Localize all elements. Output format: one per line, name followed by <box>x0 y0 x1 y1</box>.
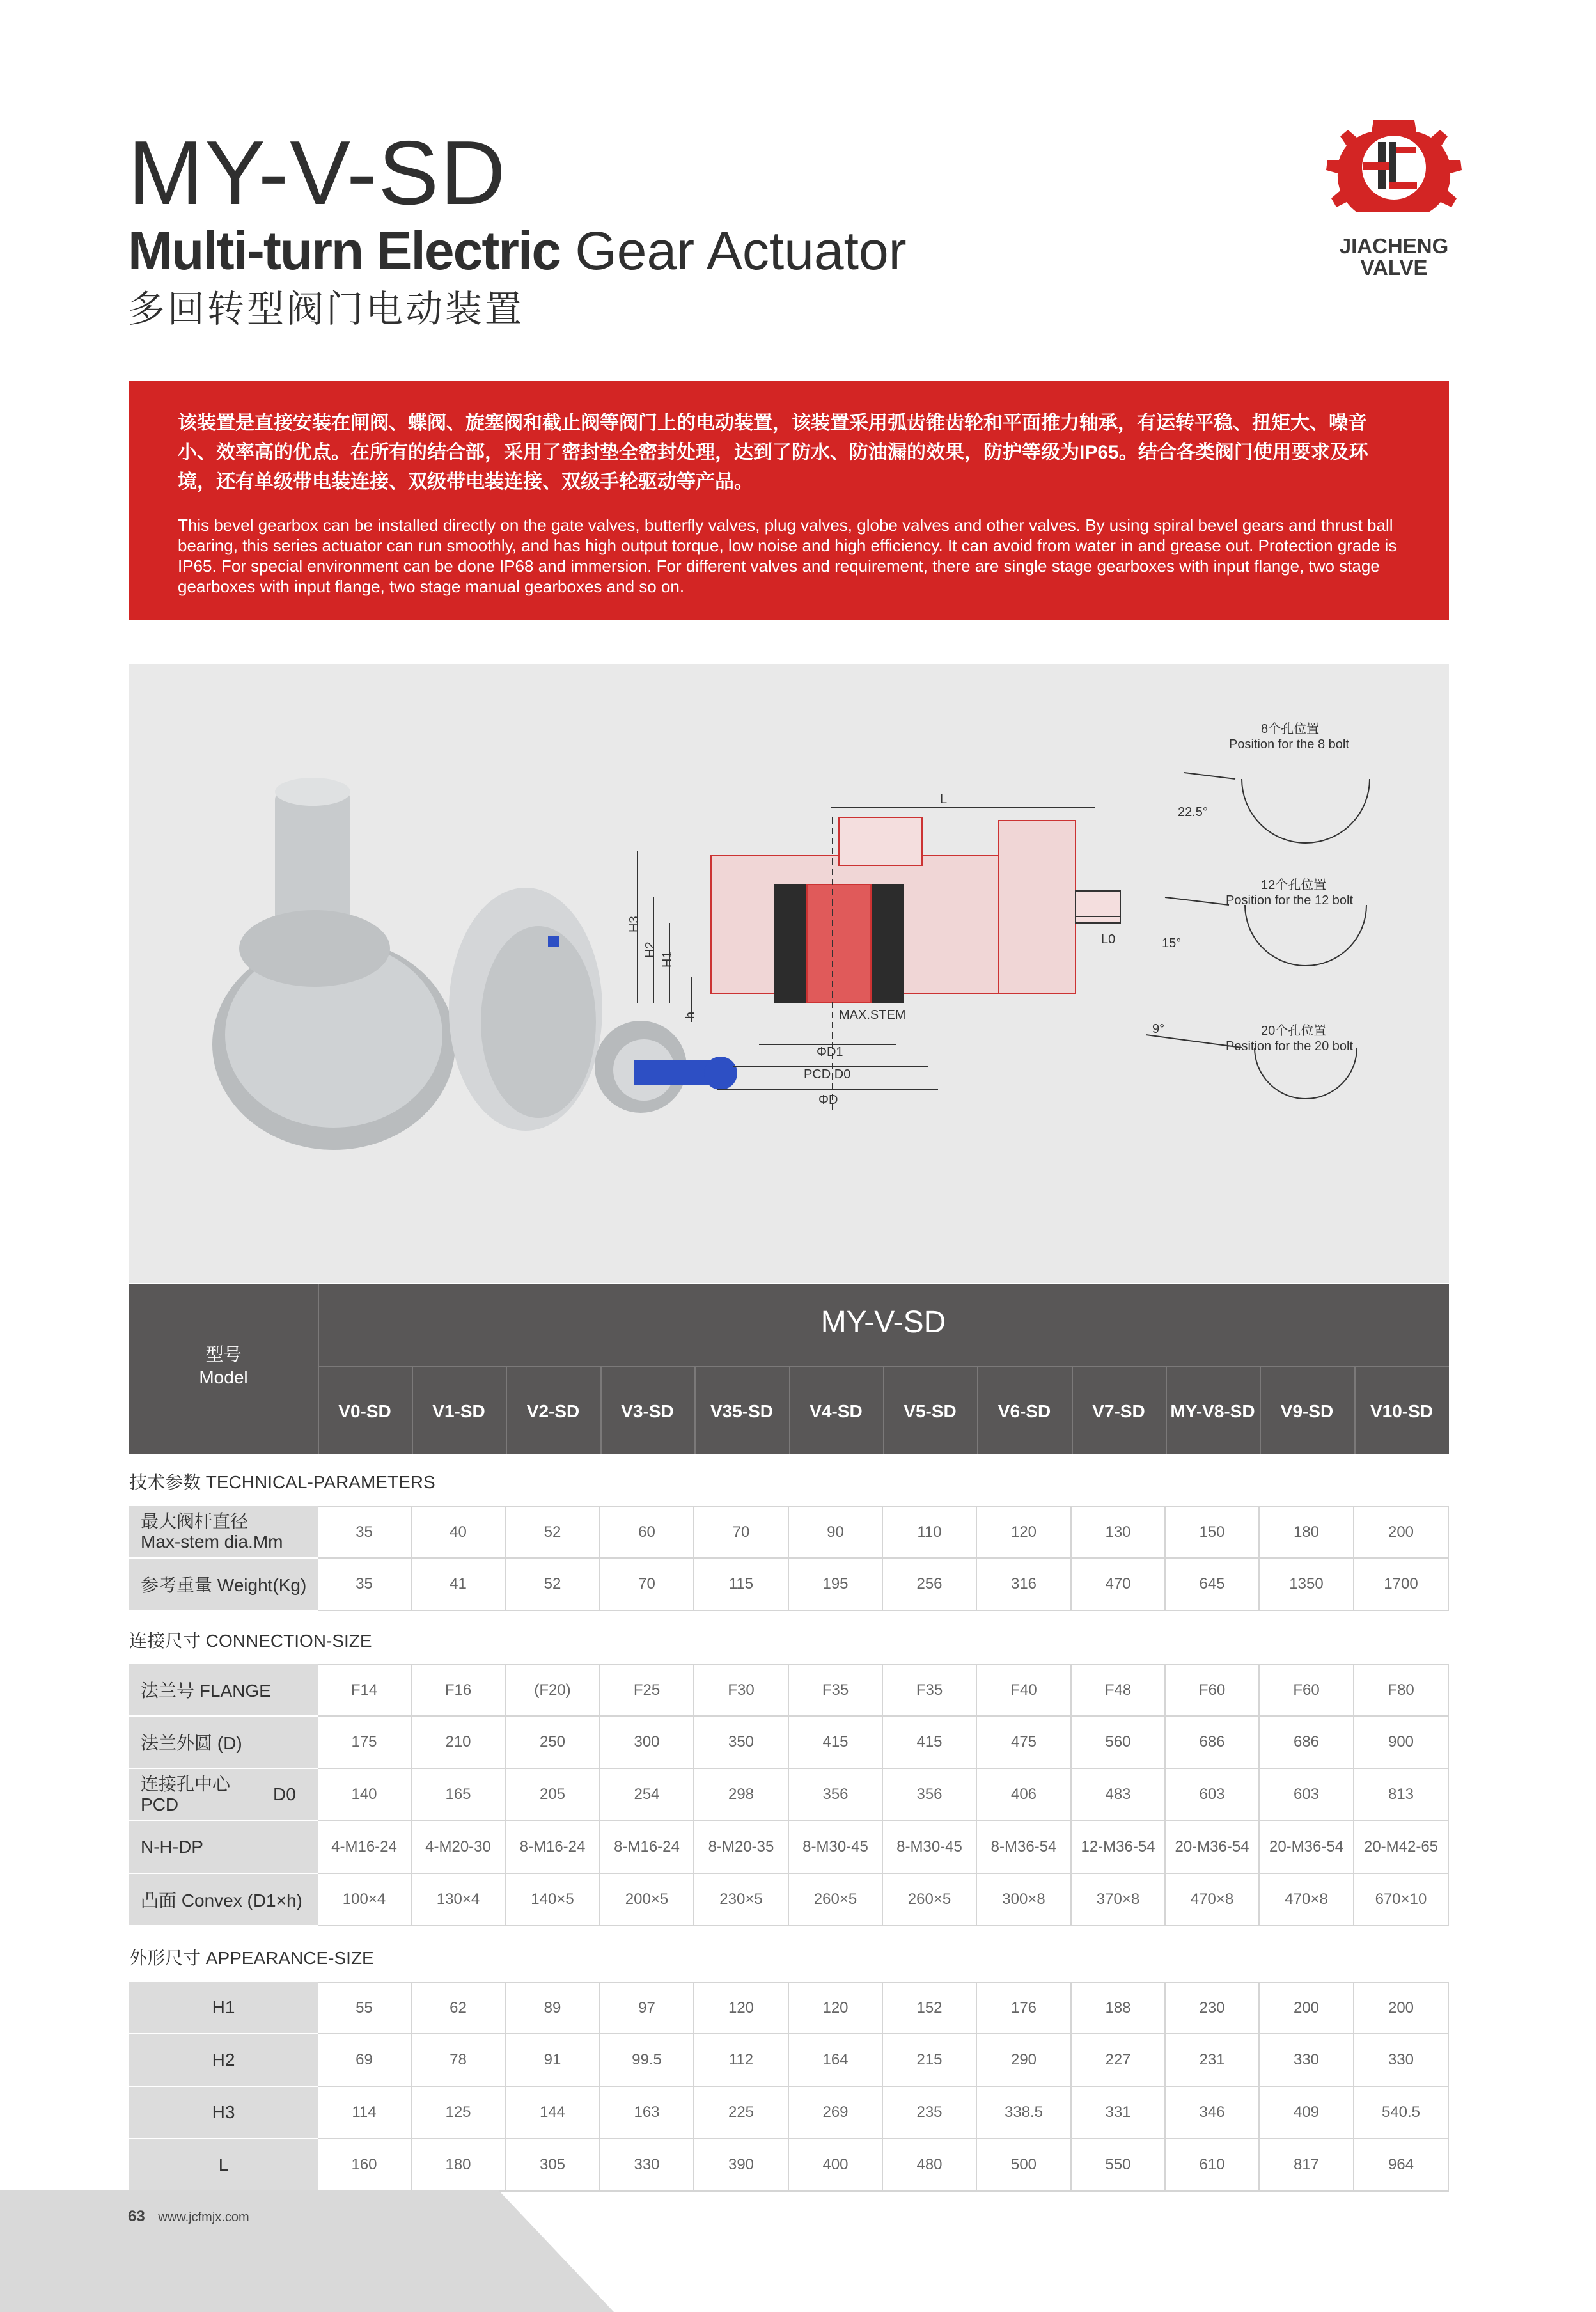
table-cell: 41 <box>412 1559 506 1611</box>
table-cell: 230×5 <box>694 1874 789 1926</box>
footer-band <box>0 2190 614 2312</box>
table-cell: 610 <box>1166 2139 1260 2192</box>
row-label: H2 <box>129 2034 318 2087</box>
model-header-cell: V0-SD <box>338 1401 391 1421</box>
table-cell: 256 <box>883 1559 977 1611</box>
header-vline <box>789 1367 790 1454</box>
dim-pcd-label: PCD D0 <box>804 1067 851 1081</box>
table-cell: 163 <box>600 2087 694 2139</box>
table-cell: 350 <box>694 1717 789 1769</box>
table-cell: 97 <box>600 1982 694 2034</box>
model-label <box>129 1343 318 1389</box>
table-cell: 152 <box>883 1982 977 2034</box>
table-cell: 62 <box>412 1982 506 2034</box>
table-cell: 356 <box>789 1769 883 1821</box>
table-cell: 176 <box>977 1982 1072 2034</box>
row-label: H3 <box>129 2087 318 2139</box>
table-cell: 470×8 <box>1260 1874 1354 1926</box>
table-cell: 144 <box>506 2087 600 2139</box>
table-cell: 338.5 <box>977 2087 1072 2139</box>
model-header-cell: V1-SD <box>432 1401 485 1421</box>
table-cell: 305 <box>506 2139 600 2192</box>
table-cell: 250 <box>506 1717 600 1769</box>
footer-url: www.jcfmjx.com <box>158 2210 249 2224</box>
table-cell: F16 <box>412 1664 506 1717</box>
table-cell: 160 <box>318 2139 412 2192</box>
table-cell: F80 <box>1354 1664 1449 1717</box>
table-cell: 900 <box>1354 1717 1449 1769</box>
table-cell: 300×8 <box>977 1874 1072 1926</box>
table-cell: 120 <box>789 1982 883 2034</box>
dim-H3-label: H3 <box>627 916 641 932</box>
actuator-photo-icon <box>212 778 737 1150</box>
table-cell: 35 <box>318 1559 412 1611</box>
table-cell: 99.5 <box>600 2034 694 2087</box>
row-label <box>129 1506 318 1559</box>
row-label: 法兰号 FLANGE <box>129 1664 318 1717</box>
table-cell: 269 <box>789 2087 883 2139</box>
header-vline <box>412 1367 413 1454</box>
table-cell: 1700 <box>1354 1559 1449 1611</box>
table-cell: 550 <box>1072 2139 1166 2192</box>
table-cell: 400 <box>789 2139 883 2192</box>
table-cell: 4-M16-24 <box>318 1821 412 1874</box>
header-vline <box>1354 1367 1356 1454</box>
table-cell: 120 <box>977 1506 1072 1559</box>
model-header-cell: V4-SD <box>810 1401 863 1421</box>
dim-L-label: L <box>940 792 948 806</box>
model-header-cell: V7-SD <box>1092 1401 1145 1421</box>
table-cell: 230 <box>1166 1982 1260 2034</box>
model-header-cell: MY-V8-SD <box>1170 1401 1255 1421</box>
table-cell: F35 <box>883 1664 977 1717</box>
row-label-en: PCD <box>141 1795 179 1814</box>
table-cell: 205 <box>506 1769 600 1821</box>
table-cell: 70 <box>600 1559 694 1611</box>
table-cell: 540.5 <box>1354 2087 1449 2139</box>
table-cell: 150 <box>1166 1506 1260 1559</box>
section-appearance: 外形尺寸 APPEARANCE-SIZE <box>129 1948 374 1968</box>
row-label: N-H-DP <box>129 1821 318 1874</box>
table-cell: 817 <box>1260 2139 1354 2192</box>
table-cell: 195 <box>789 1559 883 1611</box>
angle8: 22.5° <box>1178 805 1208 819</box>
table-cell: 260×5 <box>883 1874 977 1926</box>
table-cell: 260×5 <box>789 1874 883 1926</box>
table-cell: 8-M36-54 <box>977 1821 1072 1874</box>
table-cell: 35 <box>318 1506 412 1559</box>
row-label-cn: 最大阀杆直径 <box>141 1511 249 1531</box>
subtitle-bold: Multi-turn Electric <box>128 221 561 281</box>
row-label: 法兰外圆 (D) <box>129 1717 318 1769</box>
table-cell: 290 <box>977 2034 1072 2087</box>
table-cell: 89 <box>506 1982 600 2034</box>
table-cell: 300 <box>600 1717 694 1769</box>
table-cell: 480 <box>883 2139 977 2192</box>
table-cell: 114 <box>318 2087 412 2139</box>
table-cell: 470×8 <box>1166 1874 1260 1926</box>
row-label <box>129 1769 318 1821</box>
product-figure-panel <box>129 664 1449 1283</box>
table-cell: 115 <box>694 1559 789 1611</box>
table-cell: 188 <box>1072 1982 1166 2034</box>
table-cell: 215 <box>883 2034 977 2087</box>
model-header-cell: V9-SD <box>1280 1401 1334 1421</box>
section-tech: 技术参数 TECHNICAL-PARAMETERS <box>129 1472 435 1492</box>
table-cell: 298 <box>694 1769 789 1821</box>
table-cell: F35 <box>789 1664 883 1717</box>
row-label: 参考重量 Weight(Kg) <box>129 1559 318 1611</box>
table-cell: 100×4 <box>318 1874 412 1926</box>
model-label-en: Model <box>199 1367 248 1387</box>
bolt12-en: Position for the 12 bolt <box>1226 893 1354 908</box>
table-cell: 52 <box>506 1506 600 1559</box>
table-cell: 390 <box>694 2139 789 2192</box>
table-cell: 483 <box>1072 1769 1166 1821</box>
table-cell: 8-M30-45 <box>789 1821 883 1874</box>
table-cell: 686 <box>1260 1717 1354 1769</box>
model-header-cell: V3-SD <box>621 1401 674 1421</box>
table-cell: 200 <box>1354 1506 1449 1559</box>
header-vline <box>694 1367 696 1454</box>
table-cell: 8-M30-45 <box>883 1821 977 1874</box>
table-cell: 8-M16-24 <box>600 1821 694 1874</box>
table-cell: 346 <box>1166 2087 1260 2139</box>
table-cell: 130×4 <box>412 1874 506 1926</box>
dim-D-label: ΦD <box>818 1093 838 1107</box>
table-cell: 225 <box>694 2087 789 2139</box>
bolt8-cn: 8个孔位置 <box>1261 722 1320 736</box>
table-cell: 1350 <box>1260 1559 1354 1611</box>
bolt20-cn: 20个孔位置 <box>1261 1024 1327 1038</box>
page-subtitle <box>128 221 907 281</box>
table-cell: 200 <box>1260 1982 1354 2034</box>
table-cell: 90 <box>789 1506 883 1559</box>
logo-line-2: VALVE <box>1360 256 1428 279</box>
dim-H2-label: H2 <box>643 941 657 958</box>
table-cell: 406 <box>977 1769 1072 1821</box>
dim-L0-label: L0 <box>1101 932 1116 947</box>
table-cell: 70 <box>694 1506 789 1559</box>
header-vline <box>600 1367 602 1454</box>
table-cell: 110 <box>883 1506 977 1559</box>
table-cell: 140 <box>318 1769 412 1821</box>
logo-wordmark <box>1304 235 1483 279</box>
bolt20-en: Position for the 20 bolt <box>1226 1039 1354 1053</box>
dim-H1-label: H1 <box>661 951 675 968</box>
table-cell: 200×5 <box>600 1874 694 1926</box>
header-vline <box>1260 1367 1261 1454</box>
subtitle-regular: Gear Actuator <box>560 221 907 281</box>
table-cell: 235 <box>883 2087 977 2139</box>
bolt8-en: Position for the 8 bolt <box>1229 737 1349 751</box>
table-cell: 180 <box>412 2139 506 2192</box>
dim-D1-label: ΦD1 <box>817 1045 843 1059</box>
model-header-cell: V10-SD <box>1370 1401 1434 1421</box>
page-number: 63 <box>128 2208 145 2225</box>
table-cell: F30 <box>694 1664 789 1717</box>
table-cell: F60 <box>1260 1664 1354 1717</box>
table-cell: 52 <box>506 1559 600 1611</box>
table-cell: F40 <box>977 1664 1072 1717</box>
page-title: MY-V-SD <box>128 122 507 224</box>
table-cell: 370×8 <box>1072 1874 1166 1926</box>
table-cell: 409 <box>1260 2087 1354 2139</box>
row-label: 凸面 Convex (D1×h) <box>129 1874 318 1926</box>
table-cell: 231 <box>1166 2034 1260 2087</box>
table-cell: 227 <box>1072 2034 1166 2087</box>
model-header-cell: V5-SD <box>904 1401 957 1421</box>
table-cell: 603 <box>1166 1769 1260 1821</box>
angle20: 9° <box>1152 1022 1165 1036</box>
table-cell: F14 <box>318 1664 412 1717</box>
table-cell: 164 <box>789 2034 883 2087</box>
table-cell: 560 <box>1072 1717 1166 1769</box>
table-cell: 180 <box>1260 1506 1354 1559</box>
table-cell: 475 <box>977 1717 1072 1769</box>
header-vline <box>506 1367 507 1454</box>
row-label-sub: D0 <box>273 1784 296 1804</box>
table-cell: 120 <box>694 1982 789 2034</box>
table-cell: 603 <box>1260 1769 1354 1821</box>
table-cell: 356 <box>883 1769 977 1821</box>
table-cell: 200 <box>1354 1982 1449 2034</box>
angle12: 15° <box>1162 936 1182 950</box>
bolt12-cn: 12个孔位置 <box>1261 878 1327 892</box>
row-label-en: Max-stem dia.Mm <box>141 1532 283 1552</box>
table-cell: 813 <box>1354 1769 1449 1821</box>
table-cell: 140×5 <box>506 1874 600 1926</box>
table-cell: F60 <box>1166 1664 1260 1717</box>
table-cell: 645 <box>1166 1559 1260 1611</box>
table-cell: 415 <box>789 1717 883 1769</box>
table-cell: 125 <box>412 2087 506 2139</box>
table-cell: 8-M20-35 <box>694 1821 789 1874</box>
row-label: H1 <box>129 1982 318 2034</box>
series-title: MY-V-SD <box>820 1305 946 1339</box>
table-cell: 8-M16-24 <box>506 1821 600 1874</box>
intro-chinese: 该装置是直接安装在闸阀、蝶阀、旋塞阀和截止阀等阀门上的电动装置，该装置采用弧齿锥齿轮和平面推力轴承，有运转平稳、扭矩大、噪音小、效率高的优点。在所有的结合部，采用了密封垫全密封处理，达到了防水、防油漏的效果，防护等级为IP65。结合各类阀门使用要求及环境，还有单级带电装连接、双级带电装连接、双级手轮驱动等产品。 <box>178 413 1368 492</box>
model-header-cell: V2-SD <box>526 1401 580 1421</box>
table-cell: 331 <box>1072 2087 1166 2139</box>
row-label: L <box>129 2139 318 2192</box>
table-cell: 12-M36-54 <box>1072 1821 1166 1874</box>
dim-h-label: h <box>684 1011 698 1019</box>
model-label-cn: 型号 <box>205 1344 242 1364</box>
table-cell: 330 <box>1260 2034 1354 2087</box>
table-cell: F25 <box>600 1664 694 1717</box>
table-cell: (F20) <box>506 1664 600 1717</box>
table-cell: 60 <box>600 1506 694 1559</box>
table-cell: 130 <box>1072 1506 1166 1559</box>
header-vline <box>1166 1367 1167 1454</box>
table-cell: 210 <box>412 1717 506 1769</box>
table-cell: 20-M36-54 <box>1166 1821 1260 1874</box>
footer-text <box>128 2208 249 2226</box>
header-vline <box>1072 1367 1073 1454</box>
table-cell: 69 <box>318 2034 412 2087</box>
intro-box <box>129 381 1449 620</box>
max-stem-label: MAX.STEM <box>839 1008 906 1022</box>
model-header-cell: V6-SD <box>997 1401 1051 1421</box>
page-title-chinese: 多回转型阀门电动装置 <box>128 288 525 330</box>
table-cell: 91 <box>506 2034 600 2087</box>
section-connection: 连接尺寸 CONNECTION-SIZE <box>129 1631 372 1651</box>
header-vline <box>977 1367 978 1454</box>
table-cell: 20-M36-54 <box>1260 1821 1354 1874</box>
table-cell: 20-M42-65 <box>1354 1821 1449 1874</box>
table-cell: 175 <box>318 1717 412 1769</box>
table-cell: 4-M20-30 <box>412 1821 506 1874</box>
logo-line-1: JIACHENG <box>1339 234 1449 258</box>
row-label-cn: 连接孔中心 <box>141 1774 231 1794</box>
intro-english: This bevel gearbox can be installed directly on the gate valves, butterfly valves, plug valves, globe valves and other valves. By using spiral bevel gears and thrust ball bearing, this series actuator can run smoothly, and has high output torque, low noise and high efficiency. It can avoid from water in and grease out. Protection grade is IP65. For special environment can be done IP68 and immersion. For different valves and requirement, there are single stage gearboxes with input flange, two stage gearboxes with input flange, two stage manual gearboxes and so on. <box>178 515 1397 596</box>
table-cell: 670×10 <box>1354 1874 1449 1926</box>
table-cell: 78 <box>412 2034 506 2087</box>
table-cell: 686 <box>1166 1717 1260 1769</box>
table-cell: F48 <box>1072 1664 1166 1717</box>
table-cell: 330 <box>1354 2034 1449 2087</box>
table-cell: 254 <box>600 1769 694 1821</box>
table-cell: 964 <box>1354 2139 1449 2192</box>
table-cell: 415 <box>883 1717 977 1769</box>
table-cell: 55 <box>318 1982 412 2034</box>
table-cell: 165 <box>412 1769 506 1821</box>
table-cell: 470 <box>1072 1559 1166 1611</box>
header-vline <box>883 1367 884 1454</box>
table-cell: 112 <box>694 2034 789 2087</box>
table-cell: 330 <box>600 2139 694 2192</box>
table-cell: 500 <box>977 2139 1072 2192</box>
table-cell: 316 <box>977 1559 1072 1611</box>
model-header-cell: V35-SD <box>710 1401 774 1421</box>
product-drawing <box>129 664 1449 1283</box>
table-cell: 40 <box>412 1506 506 1559</box>
